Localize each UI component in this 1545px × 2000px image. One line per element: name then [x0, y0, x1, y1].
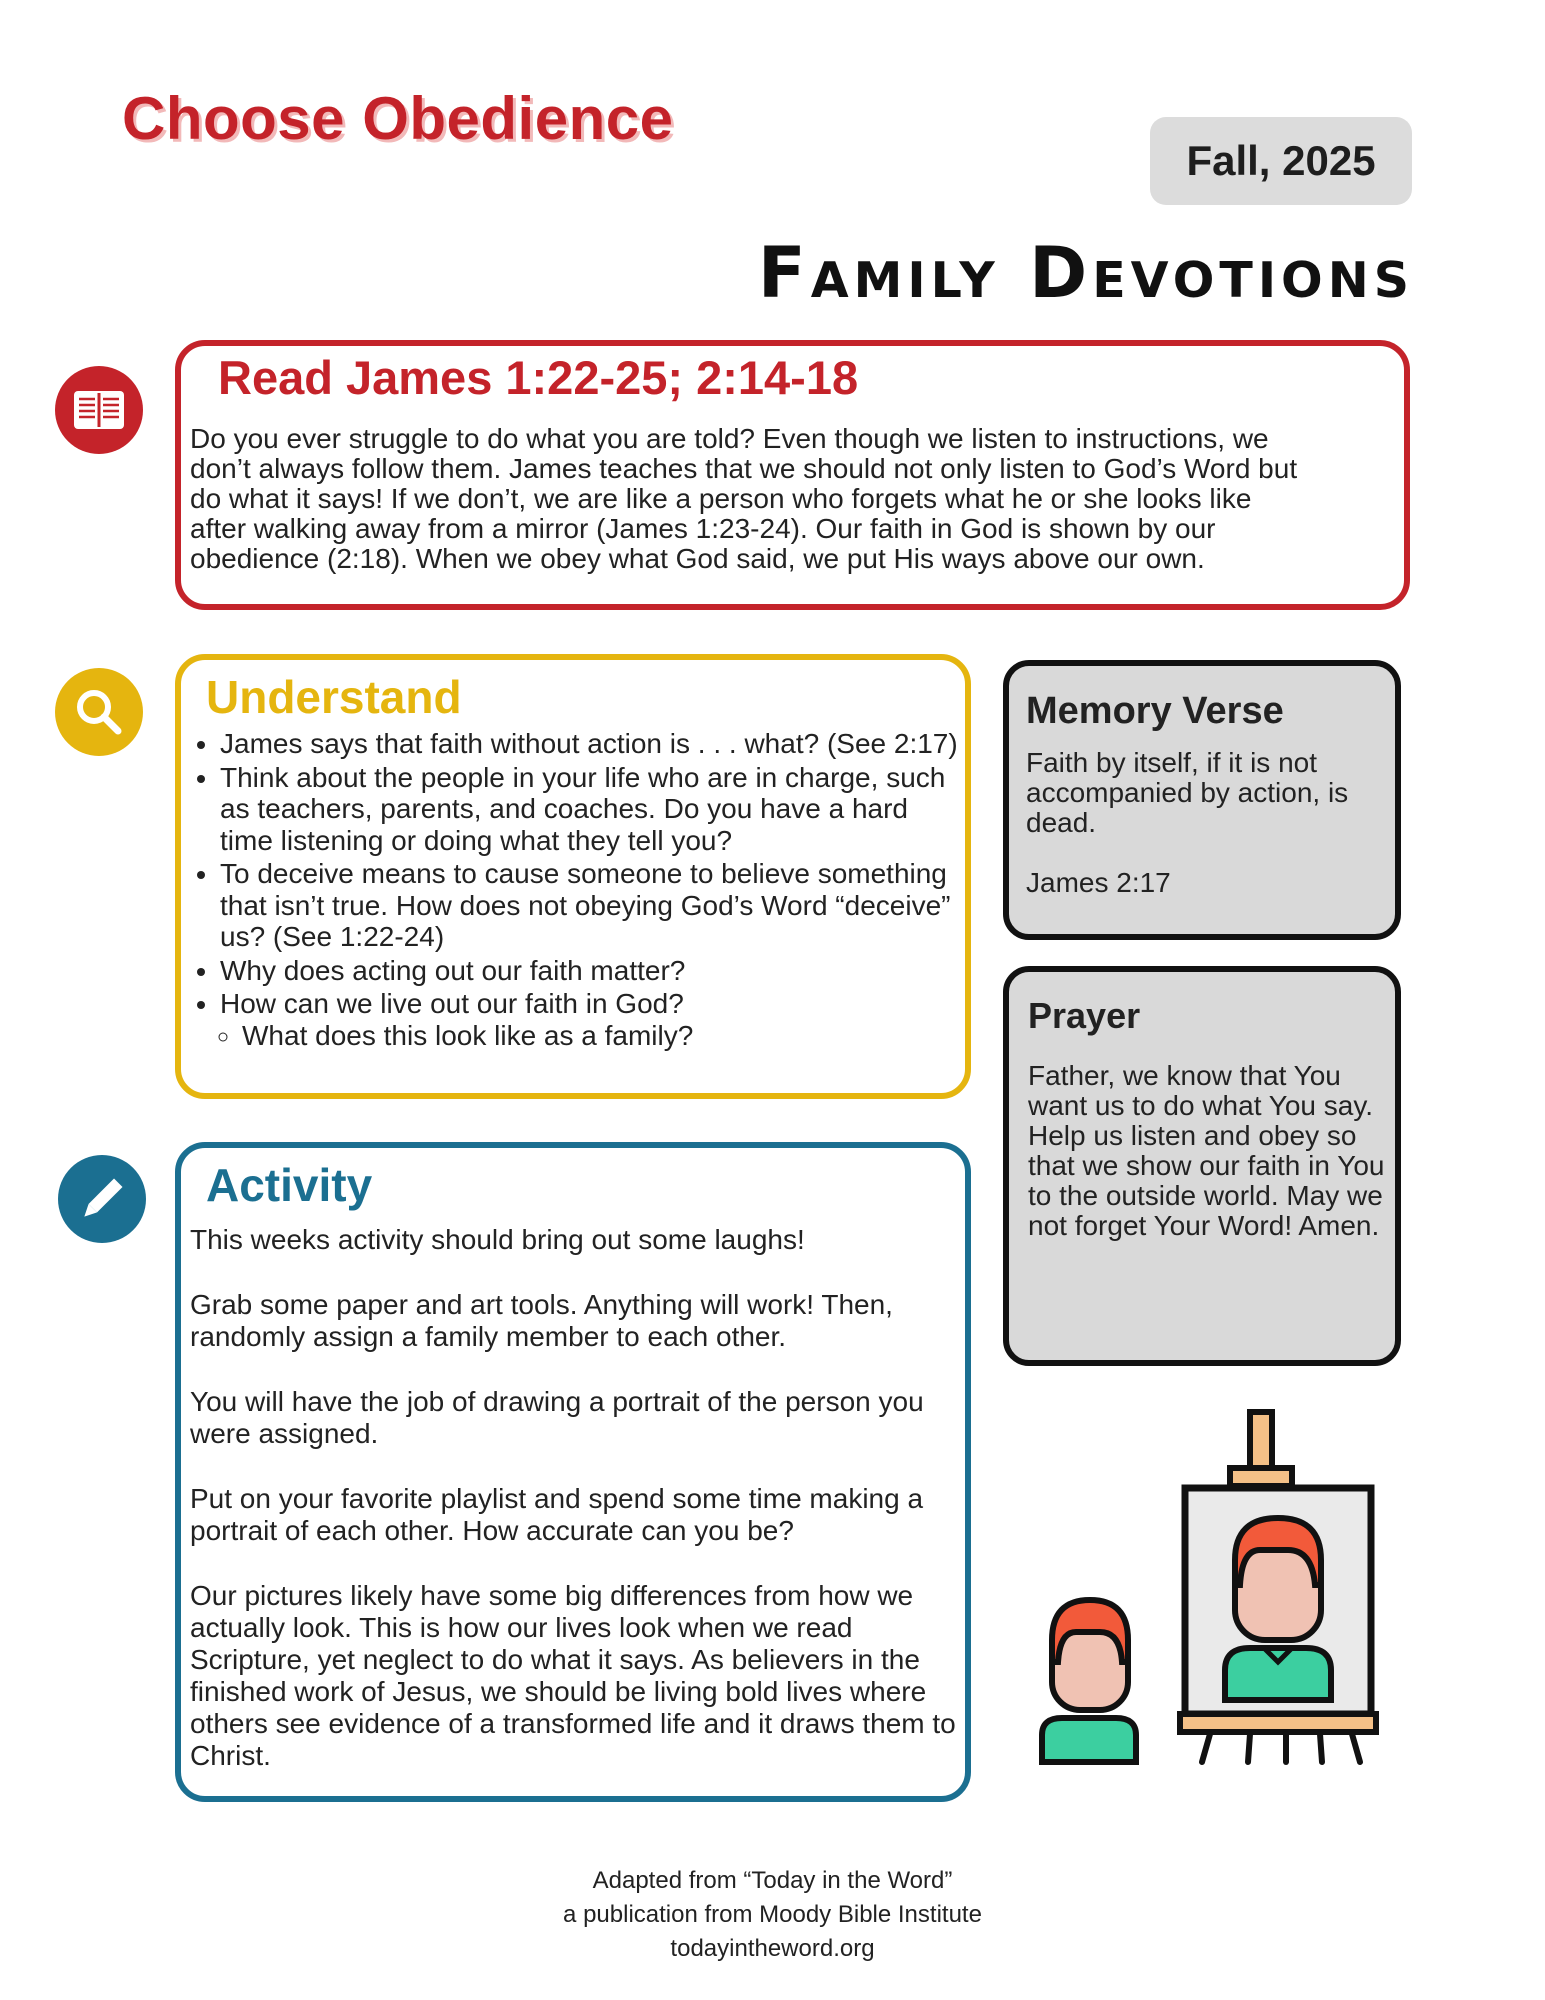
memory-verse-text: Faith by itself, if it is not accompanied by action, is dead. [1026, 747, 1349, 838]
footer-credit [0, 1864, 1545, 1966]
read-text [190, 424, 1400, 574]
read-line: after walking away from a mirror (James 1:23-24). Our faith in God is shown by our [190, 513, 1216, 544]
activity-heading: Activity [206, 1159, 373, 1211]
memory-verse-reference: James 2:17 [1026, 867, 1171, 898]
understand-questions [190, 728, 960, 1055]
prayer-heading: Prayer [1028, 995, 1141, 1036]
activity-paragraph: Our pictures likely have some big differences from how we actually look. This is how our lives look when we read Scripture, yet neglect to do what it says. As believers in the finished work of Jesus, we should be living bold lives where others see evidence of a transformed life and it draws them to Christ. [190, 1580, 956, 1771]
understand-heading: Understand [206, 671, 462, 723]
page-title: Choose Obedience [122, 85, 674, 152]
read-line: don’t always follow them. James teaches that we should not only listen to God’s Word but [190, 453, 1298, 484]
memory-verse-heading: Memory Verse [1026, 690, 1284, 732]
activity-paragraph: You will have the job of drawing a portrait of the person you were assigned. [190, 1386, 924, 1449]
sub-list-item: ◦ What does this look like as a family? [242, 1020, 960, 1054]
read-line: Do you ever struggle to do what you are told? Even though we listen to instructions, we [190, 423, 1269, 454]
footer-line: Adapted from “Today in the Word” [592, 1867, 953, 1894]
book-icon [55, 366, 143, 454]
list-item: • Think about the people in your life who are in charge, such as teachers, parents, and coaches. Do you have a hard time listening or doing what they tell you? [220, 762, 960, 859]
footer-line: a publication from Moody Bible Institute [563, 1901, 982, 1928]
pencil-icon [58, 1155, 146, 1243]
list-item: • To deceive means to cause someone to believe something that isn’t true. How does not obeying God’s Word “deceive” us? (See 1:22-24) [220, 858, 960, 955]
activity-paragraph: Grab some paper and art tools. Anything will work! Then, randomly assign a family member to each other. [190, 1289, 893, 1352]
list-item: • How can we live out our faith in God? ◦ What does this look like as a family? [220, 988, 960, 1055]
prayer-text: Father, we know that You want us to do what You say. Help us listen and obey so that we show our faith in You to the outside world. May we not forget Your Word! Amen. [1028, 1060, 1385, 1241]
activity-paragraph: Put on your favorite playlist and spend some time making a portrait of each other. How accurate can you be? [190, 1483, 924, 1546]
activity-paragraph: This weeks activity should bring out some laughs! [190, 1224, 805, 1255]
family-devotions-banner: Family Devotions [757, 232, 1414, 314]
portrait-easel-icon [1030, 1400, 1390, 1770]
list-item: • James says that faith without action is . . . what? (See 2:17) [220, 728, 960, 762]
magnifier-icon [55, 668, 143, 756]
footer-link[interactable]: todayintheword.org [670, 1935, 875, 1962]
read-line: do what it says! If we don’t, we are like a person who forgets what he or she looks like [190, 483, 1252, 514]
season-badge: Fall, 2025 [1150, 117, 1412, 205]
list-item: • Why does acting out our faith matter? [220, 955, 960, 989]
read-line: obedience (2:18). When we obey what God said, we put His ways above our own. [190, 543, 1205, 574]
read-heading: Read James 1:22-25; 2:14-18 [218, 351, 859, 404]
activity-text [190, 1224, 960, 1805]
